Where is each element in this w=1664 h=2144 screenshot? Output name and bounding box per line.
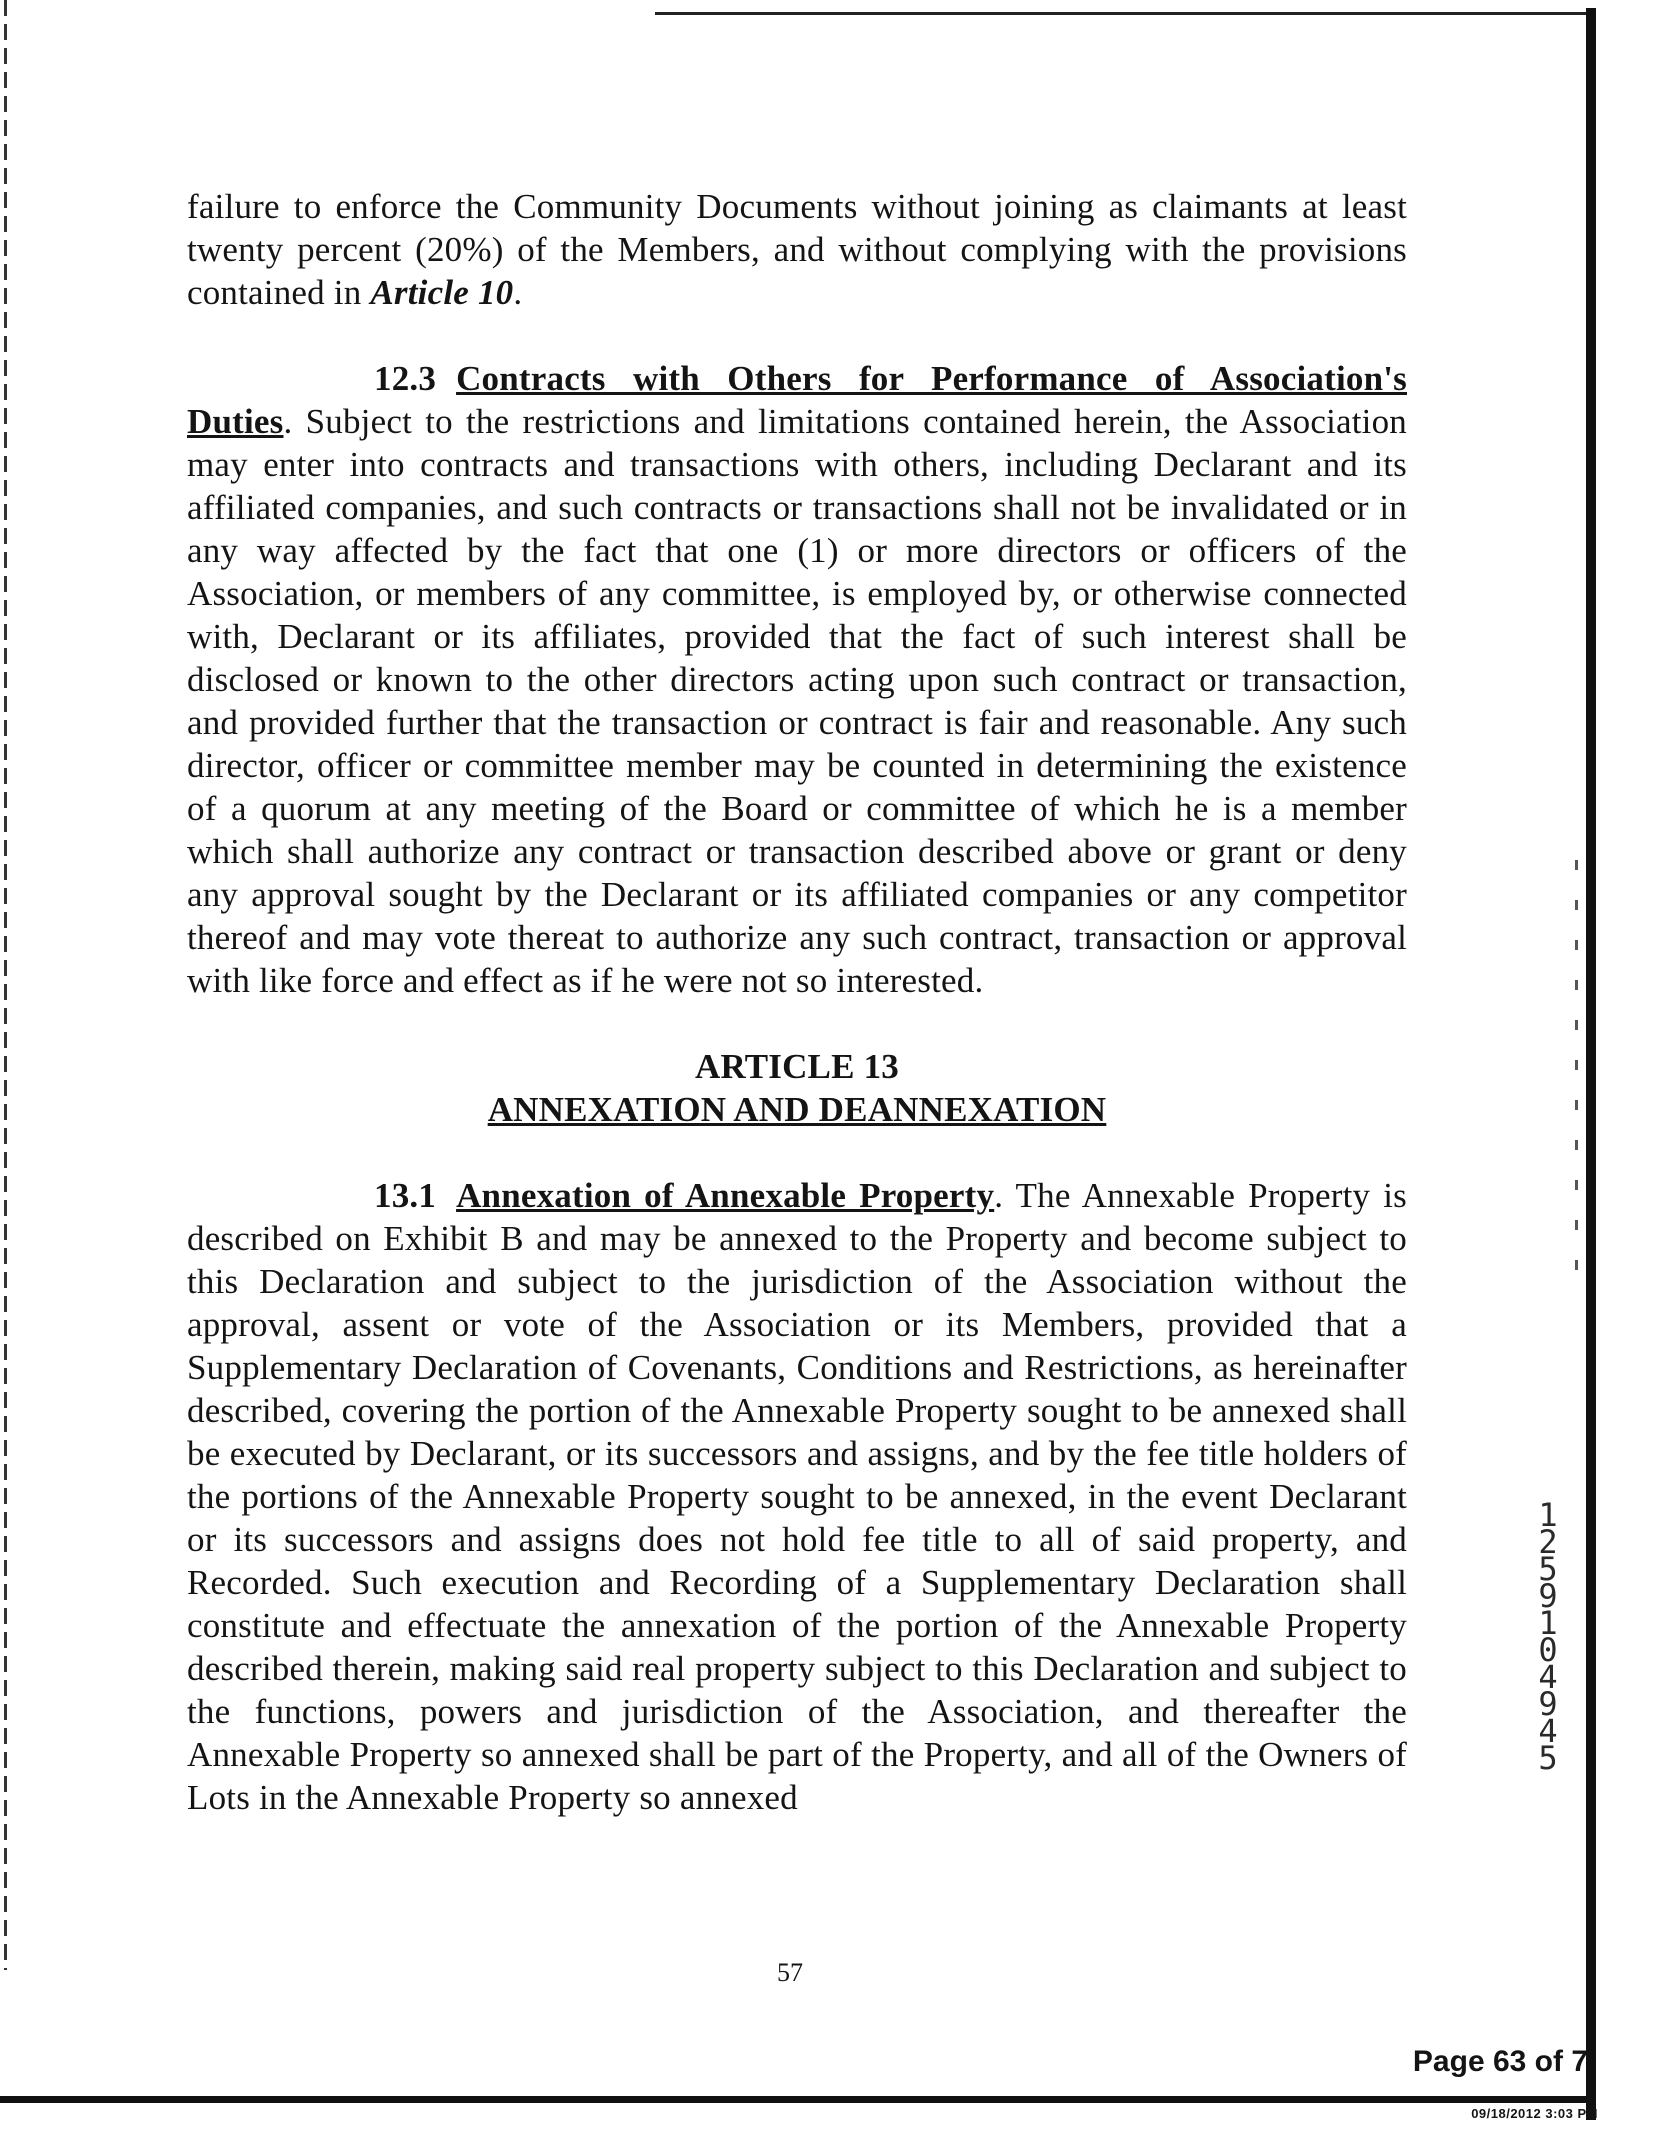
section-heading: Annexation of Annexable Property xyxy=(456,1176,995,1215)
section-text: . The Annexable Property is described on Exhibit B and may be annexed to the Property and become subject to this Declaration and subject to the jurisdiction of the Association without the approval, assent or vote of the Association or its Members, provided that a Supplementary Declaration of Covenants, Conditions and Restrictions, as hereinafter described, covering the portion of the Annexable Property sought to be annexed shall be executed by Declarant, or its successors and assigns, and by the fee title holders of the portions of the Annexable Property sought to be annexed, in the event Declarant or its successors and assigns does not hold fee title to all of said property, and Recorded. Such execution and Recording of a Supplementary Declaration shall constitute and effectuate the annexation of the portion of the Annexable Property described therein, making said real property subject to this Declaration and subject to the functions, powers and jurisdiction of the Association, and thereafter the Annexable Property so annexed shall be part of the Property, and all of the Owners of Lots in the Annexable Property so annexed xyxy=(187,1176,1407,1817)
article-title: ANNEXATION AND DEANNEXATION xyxy=(487,1090,1107,1129)
section-13-1 xyxy=(187,1174,1407,1819)
section-text: . Subject to the restrictions and limitations contained herein, the Association may enter into contracts and transactions with others, including Declarant and its affiliated companies, and such contracts or transactions shall not be invalidated or in any way affected by the fact that one (1) or more directors or officers of the Association, or members of any committee, is employed by, or otherwise connected with, Declarant or its affiliates, provided that the fact of such interest shall be disclosed or known to the other directors acting upon such contract or transaction, and provided further that the transaction or contract is fair and reasonable. Any such director, officer or committee member may be counted in determining the existence of a quorum at any meeting of the Board or committee of which he is a member which shall authorize any contract or transaction described above or grant or deny any approval sought by the Declarant or its affiliated companies or any competitor thereof and may vote thereat to authorize any such contract, transaction or approval with like force and effect as if he were not so interested. xyxy=(187,402,1407,1000)
section-number: 13.1 xyxy=(374,1176,437,1215)
paragraph-continuation xyxy=(187,185,1407,314)
bottom-rule xyxy=(0,2096,1596,2103)
section-12-3 xyxy=(187,357,1407,1002)
article-label: ARTICLE 13 xyxy=(694,1047,899,1086)
article-reference: Article 10 xyxy=(370,273,514,312)
page-number: 57 xyxy=(777,1958,803,1987)
right-scan-bar xyxy=(1586,8,1596,2120)
section-number: 12.3 xyxy=(374,359,437,398)
top-rule xyxy=(655,12,1590,15)
page-of-stamp: Page 63 of 7 xyxy=(1412,2045,1588,2078)
document-body xyxy=(187,185,1407,1819)
paragraph-text: failure to enforce the Community Documents without joining as claimants at least twenty percent (20%) of the Members, and without complying with the provisions contained in xyxy=(187,187,1407,312)
paragraph-end: . xyxy=(513,273,523,312)
left-scan-edge xyxy=(4,0,7,1970)
right-scan-marks xyxy=(1575,860,1578,1280)
recording-number-stamp: 1259 1 0 4945 xyxy=(1538,1496,1558,1777)
recording-timestamp: 09/18/2012 3:03 PM xyxy=(1471,2106,1598,2121)
section-heading: Contracts with Others for Performance of Association's Duties xyxy=(187,359,1407,441)
article-heading xyxy=(187,1045,1407,1131)
